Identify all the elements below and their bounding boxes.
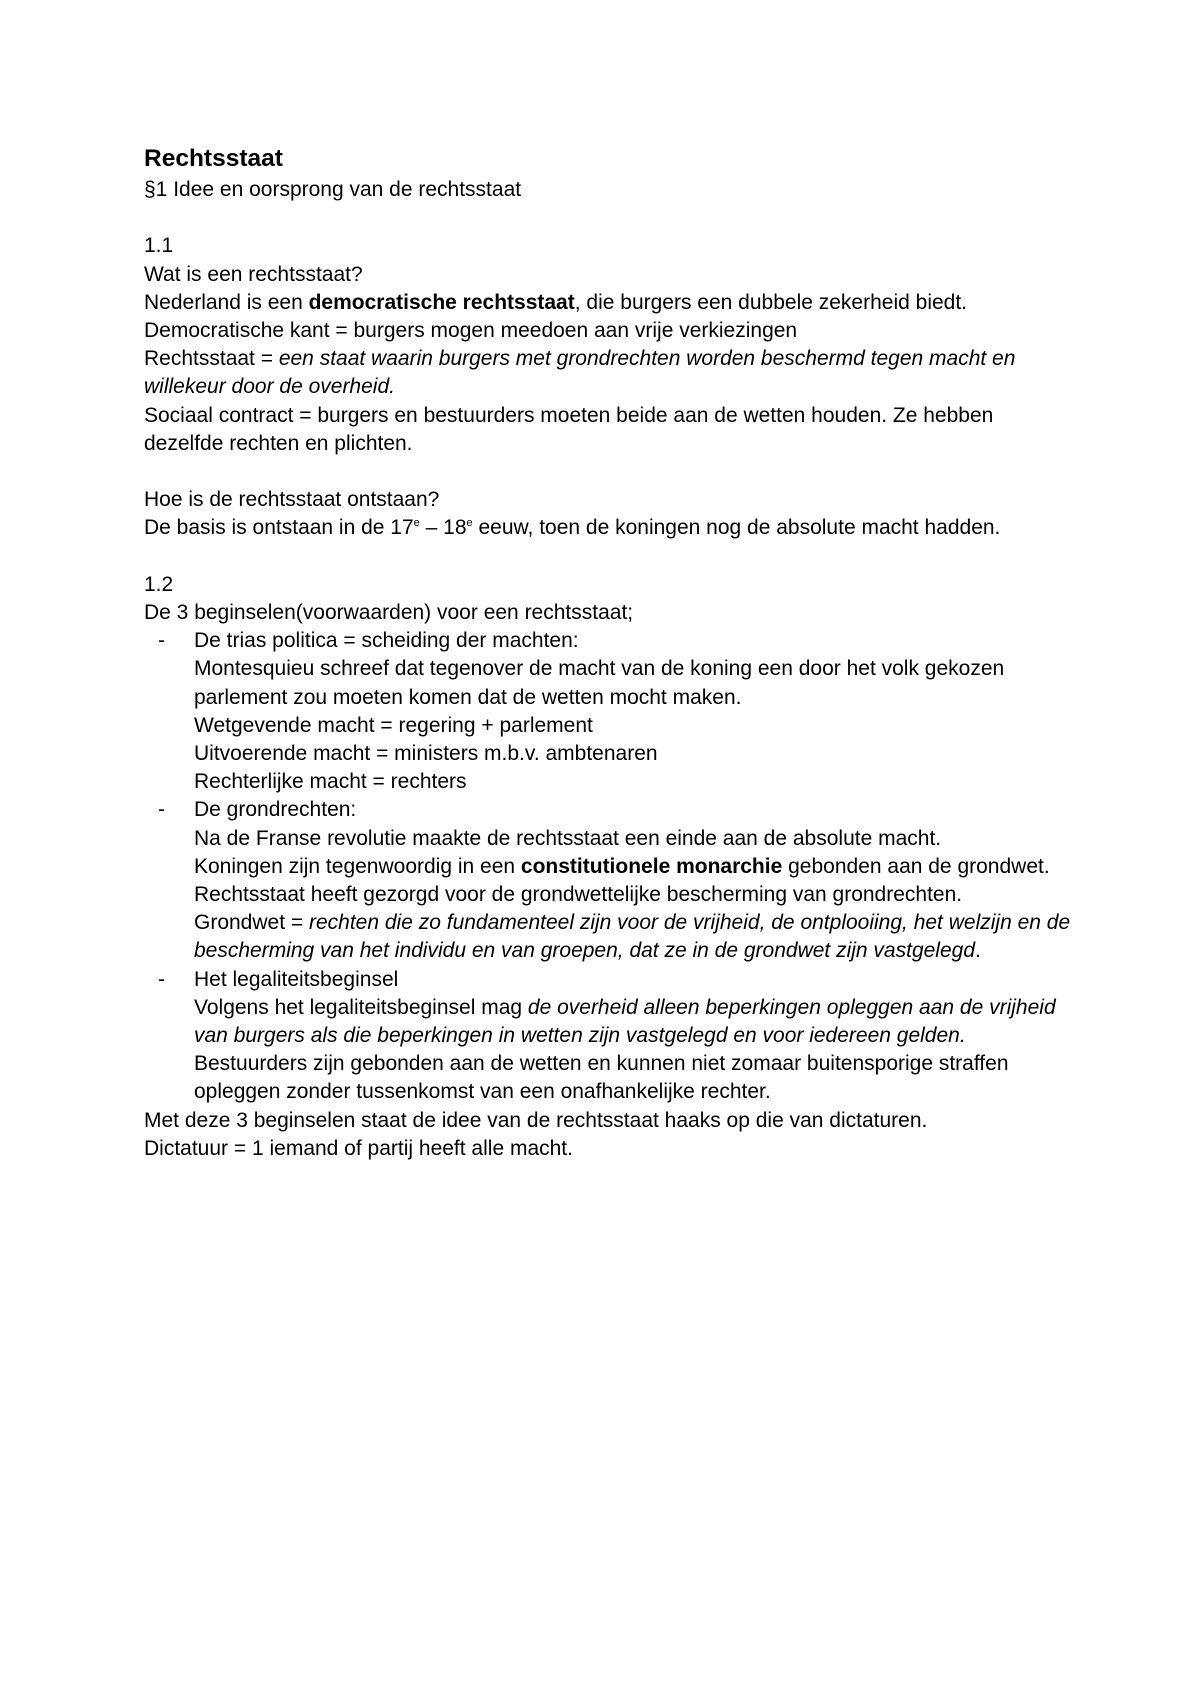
list-dash: - (158, 798, 165, 822)
italic-definition: een staat waarin burgers met grondrechten worden beschermd tegen macht en willekeur door de overheid. (144, 347, 1016, 399)
text-run: , die burgers een dubbele zekerheid biedt. (574, 290, 968, 314)
list-item-heading: Het legaliteitsbeginsel (194, 967, 399, 991)
section-heading: §1 Idee en oorsprong van de rechtsstaat (144, 178, 522, 201)
list-item-text (194, 853, 1074, 881)
text-run: De basis is ontstaan in de 17 (144, 516, 414, 540)
list-item-text: Wetgevende macht = regering + parlement (194, 713, 593, 737)
paragraph-nederland (144, 289, 1074, 317)
text-run: Nederland is een (144, 290, 309, 314)
italic-definition: rechten die zo fundamenteel zijn voor de vrijheid, de ontplooiing, het welzijn en de bescherming van het individu en van groepen, dat ze in de grondwet zijn vastgelegd (194, 911, 1071, 963)
paragraph-democratische: Democratische kant = burgers mogen meedoen aan vrije verkiezingen (144, 319, 798, 342)
text-run: – 18 (419, 516, 467, 540)
italic-definition: de overheid alleen beperkingen opleggen aan de vrijheid van burgers als die beperkingen in wetten zijn vastgelegd en voor iedereen gelden. (194, 995, 1056, 1048)
question-text: Wat is een rechtsstaat? (144, 262, 363, 286)
list-item-text: Rechtsstaat heeft gezorgd voor de grondwettelijke bescherming van grondrechten. (194, 883, 963, 907)
bold-term: constitutionele monarchie (520, 854, 783, 878)
blank-line (144, 458, 1074, 486)
question-text: Hoe is de rechtsstaat ontstaan? (144, 488, 440, 512)
blank-line (144, 543, 1074, 571)
document-title: Rechtsstaat (144, 145, 283, 172)
list-item-text: Bestuurders zijn gebonden aan de wetten en kunnen niet zomaar buitensporige straffen opleggen zonder tussenkomst van een onafhankelijke rechter. (194, 1052, 1009, 1104)
list-item-text (194, 994, 1074, 1050)
bold-term: democratische rechtsstaat (308, 290, 575, 314)
document-page (144, 142, 1074, 1163)
blank-line (144, 204, 1074, 232)
list-item-trias-politica (144, 627, 1074, 796)
paragraph-sociaal-contract: Sociaal contract = burgers en bestuurders moeten beide aan de wetten houden. Ze hebben dezelfde rechten en plichten. (144, 403, 994, 455)
subsection-number: 1.1 (144, 234, 174, 258)
paragraph-basis (144, 514, 1074, 542)
paragraph-rechtsstaat (144, 345, 1074, 401)
list-item-text: Montesquieu schreef dat tegenover de macht van de koning een door het volk gekozen parlement zou moeten komen dat de wetten mocht maken. (194, 657, 1005, 709)
list-item-heading: De grondrechten: (194, 798, 357, 822)
paragraph-intro: De 3 beginselen(voorwaarden) voor een rechtsstaat; (144, 601, 634, 624)
text-run: Volgens het legaliteitsbeginsel mag (194, 995, 528, 1019)
list-item-text: Na de Franse revolutie maakte de rechtsstaat een einde aan de absolute macht. (194, 826, 942, 850)
text-run: Koningen zijn tegenwoordig in een (194, 854, 521, 878)
list-item-grondrechten (144, 796, 1074, 965)
paragraph-closing: Met deze 3 beginselen staat de idee van de rechtsstaat haaks op die van dictaturen. (144, 1108, 928, 1132)
superscript: e (413, 517, 420, 530)
list-dash: - (158, 967, 165, 991)
text-run: eeuw, toen de koningen nog de absolute macht hadden. (472, 516, 1001, 540)
subsection-number: 1.2 (144, 572, 174, 596)
list-item-text: Uitvoerende macht = ministers m.b.v. ambtenaren (194, 742, 658, 766)
paragraph-dictatuur: Dictatuur = 1 iemand of partij heeft alle macht. (144, 1136, 573, 1160)
text-run: . (975, 939, 981, 963)
list-item-heading: De trias politica = scheiding der machten: (194, 629, 579, 653)
text-run: Rechtsstaat = (144, 347, 279, 371)
text-run: Grondwet = (194, 911, 309, 935)
superscript: e (466, 517, 473, 530)
list-item-legaliteitsbeginsel (144, 966, 1074, 1107)
list-dash: - (158, 629, 165, 653)
text-run: gebonden aan de grondwet. (782, 854, 1050, 878)
list-item-text: Rechterlijke macht = rechters (194, 770, 467, 794)
list-item-text (194, 909, 1074, 965)
